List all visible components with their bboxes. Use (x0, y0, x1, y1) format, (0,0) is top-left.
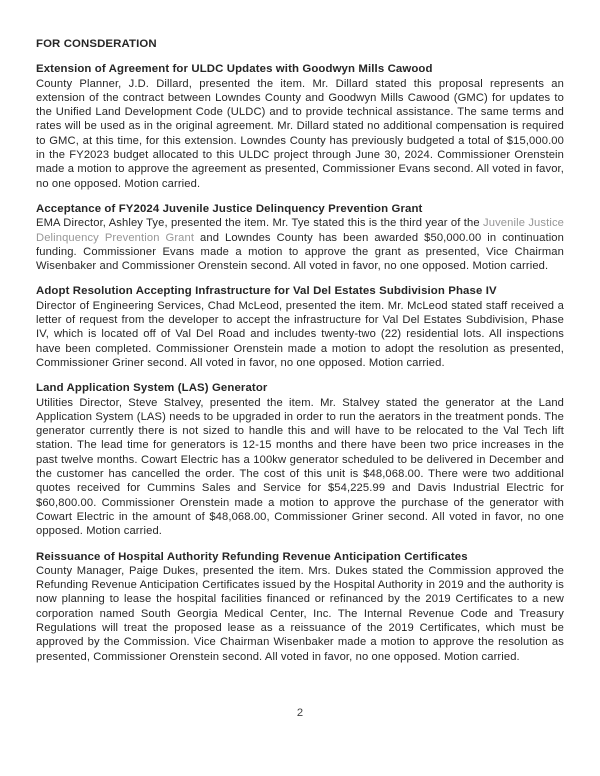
section-heading: Extension of Agreement for ULDC Updates with Goodwyn Mills Cawood (36, 63, 433, 76)
section-heading: Acceptance of FY2024 Juvenile Justice Delinquency Prevention Grant (36, 202, 423, 215)
section-body-text (36, 216, 564, 273)
body-text-segment: EMA Director, Ashley Tye, presented the item. Mr. Tye stated this is the third year of the (36, 217, 484, 230)
section-body-text: Director of Engineering Services, Chad McLeod, presented the item. Mr. McLeod stated staff received a letter of request from the developer to accept the infrastructure for Val Del Estates Subdivision, Phase IV, which is located off of Val Del Road and includes twenty-two (22) residential lots. All inspections have been completed. Commissioner Orenstein made a motion to adopt the resolution as presented, Commissioner Griner second. All voted in favor, no one opposed. Motion carried. (36, 299, 564, 369)
section-body-text: County Planner, J.D. Dillard, presented the item. Mr. Dillard stated this proposal represents an extension of the contract between Lowndes County and Goodwyn Mills Cawood (GMC) for updates to the Unified Land Development Code (ULDC) and to provide technical assistance. The same terms and rates will be used as in the original agreement. Mr. Dillard stated no additional compensation is required to GMC, at this time, for this extension. Lowndes County has previously budgeted a total of $15,000.00 in the FY2023 budget allocated to this ULDC project through June 30, 2024. Commissioner Orenstein made a motion to approve the agreement as presented, Commissioner Evans second. All voted in favor, no one opposed. Motion carried. (36, 77, 564, 190)
body-text-muted-phrase: Juvenile Justice Delinquency Prevention Grant (36, 217, 564, 244)
section-hospital-authority-certificates (36, 550, 564, 664)
page-number: 2 (296, 707, 304, 719)
document-section-title: FOR CONSDERATION (36, 38, 157, 50)
section-las-generator (36, 381, 564, 538)
section-heading: Adopt Resolution Accepting Infrastructure for Val Del Estates Subdivision Phase IV (36, 285, 497, 298)
section-body-text: County Manager, Paige Dukes, presented the item. Mrs. Dukes stated the Commission approved the Refunding Revenue Anticipation Certificates issued by the Hospital Authority in 2019 and the authority is now planning to lease the hospital facilities financed or refinanced by the 2019 Certificates to a new corporation named South Georgia Medical Center, Inc. The Internal Revenue Code and Treasury Regulations will treat the proposed lease as a reissuance of the 2019 Certificates, which must be approved by the Commission. Vice Chairman Wisenbaker made a motion to approve the resolution as presented, Commissioner Orenstein second. All voted in favor, no one opposed. Motion carried. (36, 564, 564, 663)
section-body-text: Utilities Director, Steve Stalvey, presented the item. Mr. Stalvey stated the generator at the Land Application System (LAS) needs to be upgraded in order to run the aerators in the treatment ponds. The generator currently there is not sized to handle this and will have to be relocated to the Val Tech lift station. The lead time for generators is 12-15 months and there have been two price increases in the past twelve months. Cowart Electric has a 100kw generator scheduled to be delivered in December and the customer has cancelled the order. The cost of this unit is $48,068.00. There were two additional quotes received for Cummins Sales and Service for $54,225.99 and Davis Industrial Electric for $60,800.00. Commissioner Orenstein made a motion to approve the purchase of the generator with Cowart Electric in the amount of $48,068.00, Commissioner Griner second. All voted in favor, no one opposed. Motion carried. (36, 396, 564, 538)
section-heading: Land Application System (LAS) Generator (36, 382, 268, 395)
section-heading: Reissuance of Hospital Authority Refunding Revenue Anticipation Certificates (36, 550, 468, 563)
section-uldc-agreement-extension (36, 62, 564, 191)
section-val-del-estates-resolution (36, 284, 564, 370)
section-juvenile-justice-grant (36, 202, 564, 273)
body-text-segment: and Lowndes County has been awarded $50,000.00 in continuation funding. Commissioner Evans made a motion to approve the grant as presented, Vice Chairman Wisenbaker and Commissioner Orenstein second. All voted in favor, no one opposed. Motion carried. (36, 231, 564, 273)
